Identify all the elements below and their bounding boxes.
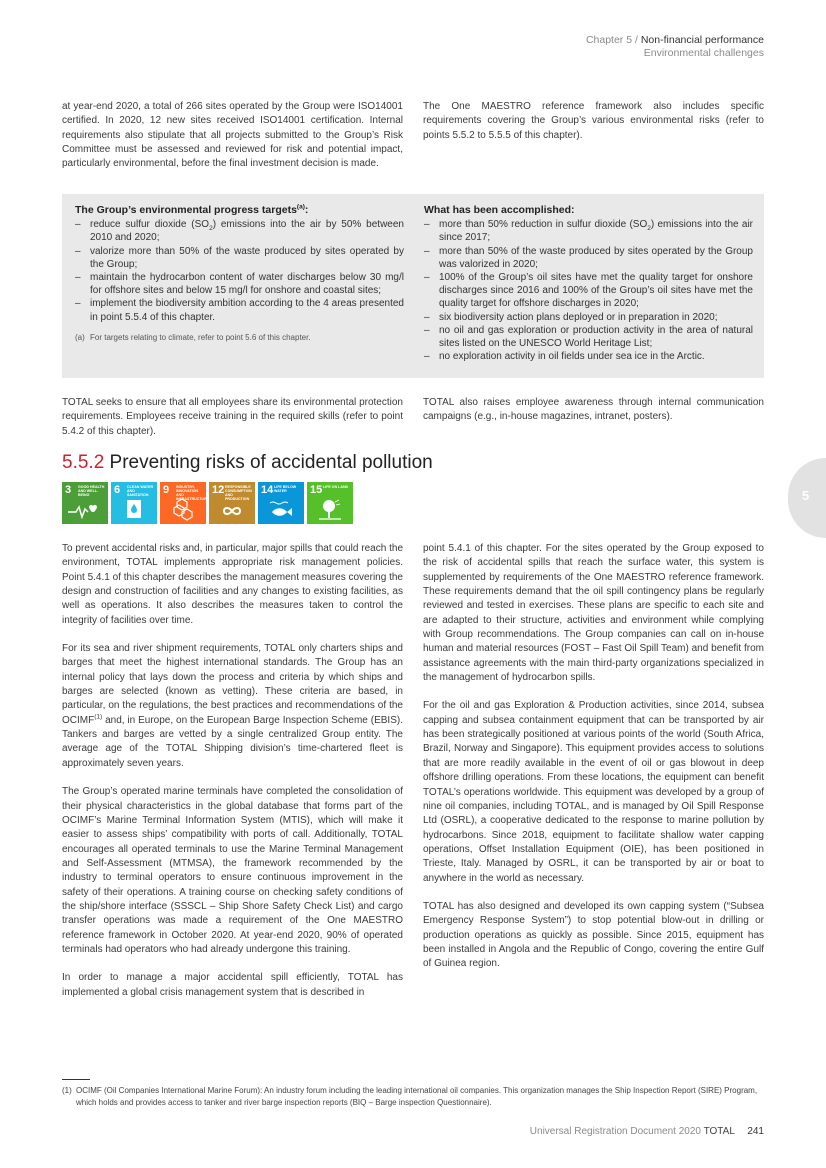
body-paragraph-text: and, in Europe, on the European Barge Inspection Scheme (EBIS). Tankers and barges are vetted by a single centralized Group entity. The average age of the TOTAL Shipping division’s time-chartered fleet is approximately seven years. xyxy=(62,714,403,769)
intro-right-column xyxy=(423,100,764,157)
footnote-text: OCIMF (Oil Companies International Marine Forum): An industry forum including the leading international oil companies. This organization manages the Ship Inspection Report (SIRE) Program, which holds and provides access to tanker and river barge inspection reports (BIQ – Barge inspection Questionnaire). xyxy=(76,1086,758,1107)
list-item: – no oil and gas exploration or production activity in the area of natural sites listed on the UNESCO World Heritage List; xyxy=(424,324,753,350)
targets-title-text: The Group’s environmental progress targets xyxy=(75,204,297,216)
accomplished-column xyxy=(424,204,753,363)
chapter-tab[interactable] xyxy=(788,458,826,538)
sdg-number: 15 xyxy=(310,484,323,496)
body-paragraph: The Group’s operated marine terminals have completed the consolidation of their physical characteristics in the global database that forms part of the OCIMF’s Marine Terminal Information System (MTIS), which will make it easier to assess ships’ compatibility with ports of call. Additionally, TOTAL encourages all operated terminals to use the Marine Terminal Management and Self-Assessment (MTMSA), the framework recommended by the industry to terminal operators to ensure continuous improvement in the safety of their operations. A training course on checking safety conditions of the ship/shore interface (SSSCL – Ship Shore Safety Check List) and cargo transfer operations was made a requirement of the One MAESTRO reference framework in October 2020. At year-end 2020, 90% of operated terminals had operators who had already undergone this training. xyxy=(62,786,403,955)
sdg-number: 14 xyxy=(261,484,274,496)
sdg-6-icon xyxy=(111,482,157,524)
list-item xyxy=(424,218,753,244)
list-item: – 100% of the Group’s oil sites have met the quality target for onshore discharges since 2016 and 100% of the Group’s oil sites have met the quality target for offshore discharges in 2020; xyxy=(424,271,753,311)
header-separator: / xyxy=(632,34,641,46)
sdg-number: 9 xyxy=(163,484,170,496)
body-paragraph xyxy=(62,642,403,771)
targets-column xyxy=(75,204,404,344)
list-item: – implement the biodiversity ambition according to the 4 areas presented in point 5.5.4 of this chapter. xyxy=(75,297,404,323)
body-paragraph: For the oil and gas Exploration & Production activities, since 2014, subsea capping and subsea containment equipment that can be transported by air has been strategically positioned at various points of the world (South Africa, Brazil, Norway and Singapore). This equipment provides access to solutions that are more readily available in the event of oil or gas blowout in deep offshore drilling operations. From these locations, the equipment can benefit TOTAL’s operations worldwide. This equipment was developed by a group of nine oil companies, including TOTAL, and is managed by Oil Spill Response Ltd (OSRL), a cooperative dedicated to the response to marine pollution by hydrocarbons. Since 2018, equipment to facilitate shallow water capping operations, Offset Installation Equipment (OIE), has been positioned in Trieste, Italy. Managed by OSRL, it can be transported by air or boat to anywhere in the world as necessary. xyxy=(423,700,764,884)
sdg-title: LIFE ON LAND xyxy=(323,485,349,489)
body-left-column xyxy=(62,542,403,1014)
page-number: 241 xyxy=(747,1126,764,1137)
brand-name: TOTAL xyxy=(703,1126,735,1137)
list-item-text: ) emissions into the air by 50% between 2010 and 2020; xyxy=(90,219,404,244)
list-item: – valorize more than 50% of the waste produced by sites operated by the Group; xyxy=(75,245,404,271)
footnote-label: (1) xyxy=(62,1086,72,1095)
targets-title xyxy=(75,204,404,217)
after-box-left-column xyxy=(62,396,403,453)
body-paragraph: TOTAL has also designed and developed its own capping system (“Subsea Emergency Response System”) to stop potential blow-out in drilling or production operations as quickly as possible. Since 2015, equipment has been installed in Angola and the Republic of Congo, covering the entire Gulf of Guinea region. xyxy=(423,900,764,970)
chapter-label: Chapter 5 xyxy=(585,34,633,46)
footnote-ref[interactable]: (1) xyxy=(94,713,103,721)
note-text: For targets relating to climate, refer to point 5.6 of this chapter. xyxy=(90,332,311,342)
section-title: Preventing risks of accidental pollution xyxy=(109,452,433,473)
sdg-14-icon xyxy=(258,482,304,524)
targets-box xyxy=(62,194,764,378)
sdg-title: INDUSTRY, INNOVATION AND INFRASTRUCTURE xyxy=(176,485,210,501)
subscript: 2 xyxy=(209,225,213,233)
sdg-number: 12 xyxy=(212,484,225,496)
intro-right-paragraph: The One MAESTRO reference framework also includes specific requirements covering the Group’s various environmental risks (refer to points 5.5.2 to 5.5.5 of this chapter). xyxy=(423,101,764,141)
accomplished-title: What has been accomplished: xyxy=(424,204,575,216)
list-item xyxy=(75,218,404,244)
targets-list xyxy=(75,218,404,324)
note-label: (a) xyxy=(75,332,85,342)
sdg-title: CLEAN WATER AND SANITATION xyxy=(127,485,154,497)
accomplished-list xyxy=(424,218,753,363)
page-footer xyxy=(530,1126,764,1137)
sdg-number: 6 xyxy=(114,484,121,496)
list-item: – six biodiversity action plans deployed or in preparation in 2020; xyxy=(424,311,753,324)
section-number: 5.5.2 xyxy=(62,452,105,473)
after-box-right-column xyxy=(423,396,764,439)
subscript: 2 xyxy=(647,225,651,233)
body-right-column xyxy=(423,542,764,986)
sdg-title: LIFE BELOW WATER xyxy=(274,485,297,493)
body-paragraph-text: For its sea and river shipment requirements, TOTAL only charters ships and barges that meet the highest international standards. The Group has an internal policy that lays down the process and criteria by which ships and barges are selected (known as vetting). These criteria are based, in particular, on the regulations, the best practices and recommendations of the OCIMF xyxy=(62,643,403,726)
list-item-text: more than 50% reduction in sulfur dioxide (SO xyxy=(439,219,648,231)
intro-left-column xyxy=(62,100,403,186)
body-paragraph: point 5.4.1 of this chapter. For the sites operated by the Group exposed to the risk of accidental spills that reach the surface water, this system is supplemented by requirements of the One MAESTRO reference framework. These requirements demand that the oil spill contingency plans be regularly reviewed and tested in exercises. These plans are specific to each site and are adapted to their structure, activities and environment while complying with Group recommendations. The Group companies can call on in-house human and material resources (FOST – Fast Oil Spill Team) and benefit from assistance agreements with the main third-party organizations specialized in the management of hydrocarbon spills. xyxy=(423,543,764,684)
sdg-number: 3 xyxy=(65,484,72,496)
targets-note xyxy=(75,331,404,344)
sdg-title: GOOD HEALTH AND WELL-BEING xyxy=(78,485,105,497)
footnote xyxy=(62,1085,764,1108)
sdg-12-icon xyxy=(209,482,255,524)
running-header xyxy=(586,34,764,60)
after-box-left-paragraph: TOTAL seeks to ensure that all employees share its environmental protection requirements. Employees receive training in the required skills (refer to point 5.4.2 of this chapter). xyxy=(62,397,403,437)
list-item: – more than 50% of the waste produced by sites operated by the Group was valorized in 2020; xyxy=(424,245,753,271)
footnote-divider xyxy=(62,1079,90,1080)
intro-left-paragraph: at year-end 2020, a total of 266 sites operated by the Group were ISO14001 certified. In 2020, 12 new sites received ISO14001 certification. Internal requirements also stipulate that all projects submitted to the Group’s Risk Committee must be assessed and reviewed for risk and potential impact, particularly environmental, before the final investment decision is made. xyxy=(62,101,403,170)
section-label: Environmental challenges xyxy=(643,47,764,59)
list-item: – maintain the hydrocarbon content of water discharges below 30 mg/l for offshore sites and below 15 mg/l for onshore and coastal sites; xyxy=(75,271,404,297)
after-box-right-paragraph: TOTAL also raises employee awareness through internal communication campaigns (e.g., in-house magazines, intranet, posters). xyxy=(423,397,764,423)
body-paragraph: To prevent accidental risks and, in particular, major spills that could reach the environment, TOTAL implements appropriate risk management policies. Point 5.4.1 of this chapter describes the management measures covering the design and construction of facilities and any changes to existing facilities, as well as operations. It also describes the measures taken to control the integrity of facilities over time. xyxy=(62,543,403,626)
list-item: – no exploration activity in oil fields under sea ice in the Arctic. xyxy=(424,350,753,363)
document-name: Universal Registration Document 2020 xyxy=(529,1126,701,1137)
sdg-title: RESPONSIBLE CONSUMPTION AND PRODUCTION xyxy=(225,485,252,501)
section-heading xyxy=(62,452,433,474)
sdg-9-icon xyxy=(160,482,210,524)
sdg-3-icon xyxy=(62,482,108,524)
list-item-text: reduce sulfur dioxide (SO xyxy=(90,219,210,231)
sdg-15-icon xyxy=(307,482,353,524)
targets-title-note: (a) xyxy=(296,203,305,211)
targets-title-colon: : xyxy=(304,204,309,216)
body-paragraph: In order to manage a major accidental spill efficiently, TOTAL has implemented a global crisis management system that is described in xyxy=(62,972,403,998)
chapter-title: Non-financial performance xyxy=(640,34,764,46)
list-item-text: ) emissions into the air since 2017; xyxy=(439,219,753,244)
chapter-tab-number: 5 xyxy=(802,488,810,503)
